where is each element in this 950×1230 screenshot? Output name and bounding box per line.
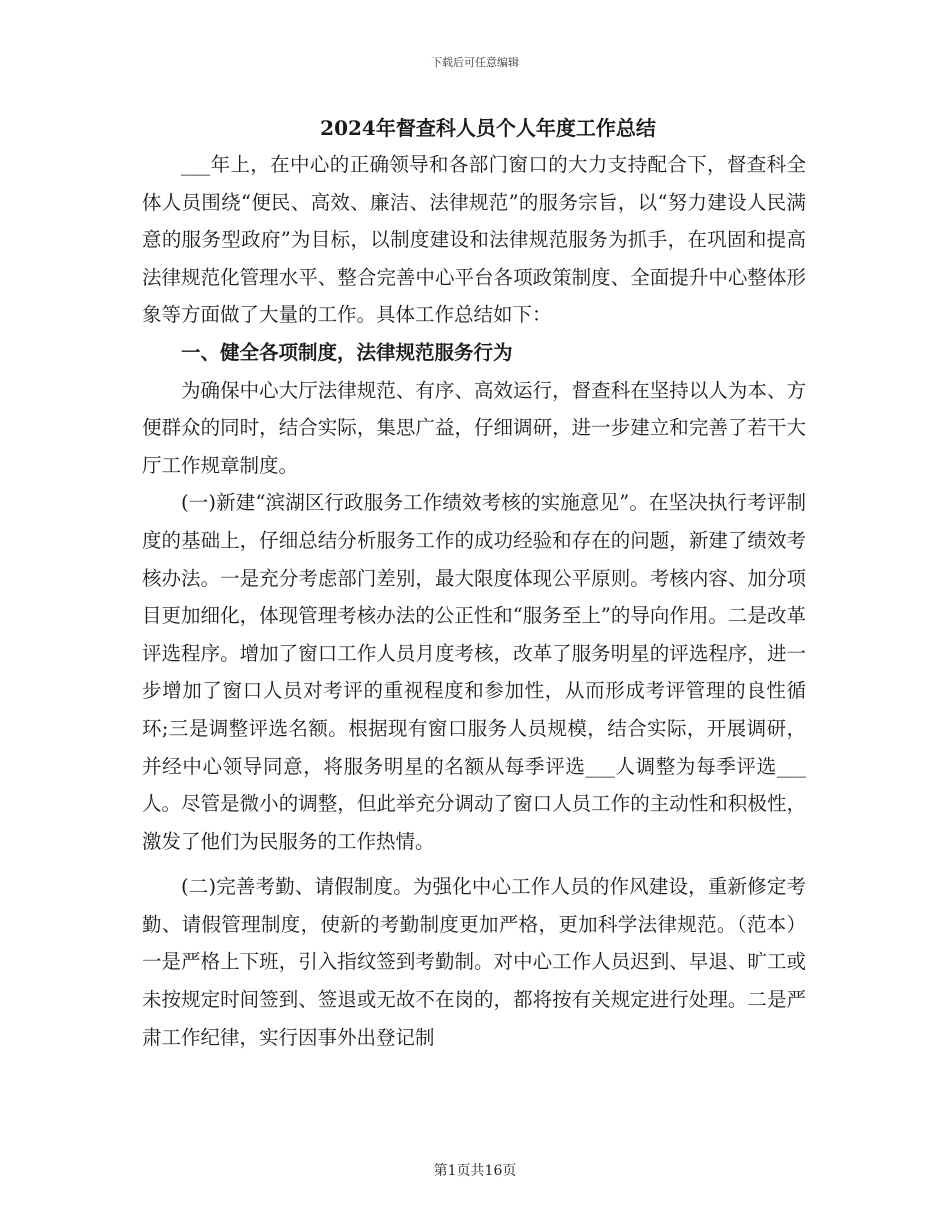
body-paragraph: (二)完善考勤、请假制度。为强化中心工作人员的作风建设，重新修定考勤、请假管理制度，使新的考勤制度更加严格，更加科学法律规范。（范本）一是严格上下班，引入指纹签到考勤制。对中心工作人员迟到、早退、旷工或未按规定时间签到、签退或无故不在岗的，都将按有关规定进行处理。二是严肃工作纪律，实行因事外出登记制 xyxy=(142,875,806,1049)
body-paragraph: (一)新建“滨湖区行政服务工作绩效考核的实施意见”。在坚决执行考评制度的基础上，仔细总结分析服务工作的成功经验和存在的问题，新建了绩效考核办法。一是充分考虑部门差别，最大限度体现公平原则。考核内容、加分项目更加细化，体现管理考核办法的公正性和“服务至上”的导向作用。二是改革评选程序。增加了窗口工作人员月度考核，改革了服务明星的评选程序，进一步增加了窗口人员对考评的重视程度和参加性，从而形成考评管理的良性循环;三是调整评选名额。根据现有窗口服务人员规模，结合实际，开展调研，并经中心领导同意，将服务明星的名额从每季评选___人调整为每季评选___人。尽管是微小的调整，但此举充分调动了窗口人员工作的主动性和积极性，激发了他们为民服务的工作热情。 xyxy=(142,491,806,853)
intro-paragraph: ___年上，在中心的正确领导和各部门窗口的大力支持配合下，督查科全体人员围绕“便民、高效、廉洁、法律规范”的服务宗旨，以“努力建设人民满意的服务型政府”为目标，以制度建设和法律规范服务为抓手，在巩固和提高法律规范化管理水平、整合完善中心平台各项政策制度、全面提升中心整体形象等方面做了大量的工作。具体工作总结如下： xyxy=(142,153,806,327)
document-title: 2024年督查科人员个人年度工作总结 xyxy=(320,116,656,140)
page-footer: 第1页共16页 xyxy=(433,1163,517,1179)
section-heading: 一、健全各项制度，法律规范服务行为 xyxy=(181,340,513,364)
document-body xyxy=(142,146,806,1056)
header-note: 下载后可任意编辑 xyxy=(431,56,519,69)
body-paragraph: 为确保中心大厅法律规范、有序、高效运行，督查科在坚持以人为本、方便群众的同时，结合实际，集思广益，仔细调研，进一步建立和完善了若干大厅工作规章制度。 xyxy=(142,378,806,477)
